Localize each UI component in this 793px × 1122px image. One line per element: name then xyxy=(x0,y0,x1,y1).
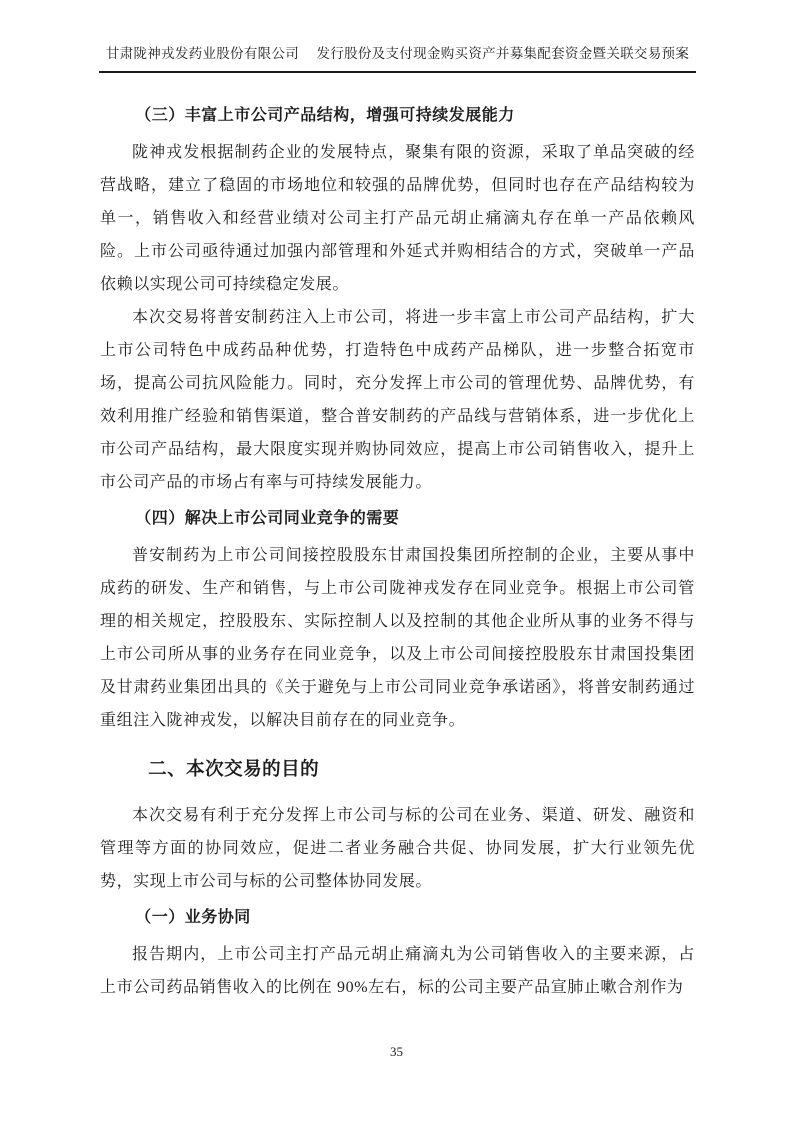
paragraph-transaction-purpose: 本次交易有利于充分发挥上市公司与标的公司在业务、渠道、研发、融资和管理等方面的协同效应，促进二者业务融合共促、协同发展，扩大行业领先优势，实现上市公司与标的公司整体协同发展。 xyxy=(100,807,695,890)
section-heading-3: （三）丰富上市公司产品结构，增强可持续发展能力 xyxy=(135,107,515,124)
document-body xyxy=(100,96,695,1004)
section-heading-1-business-synergy: （一）业务协同 xyxy=(135,909,251,926)
paragraph-report-period: 报告期内，上市公司主打产品元胡止痛滴丸为公司销售收入的主要来源，占上市公司药品销售收入的比例在 90%左右，标的公司主要产品宣肺止嗽合剂作为 xyxy=(100,946,695,996)
paragraph-transaction-injection: 本次交易将普安制药注入上市公司，将进一步丰富上市公司产品结构，扩大上市公司特色中成药品种优势，打造特色中成药产品梯队，进一步整合拓宽市场，提高公司抗风险能力。同时，充分发挥上市公司的管理优势、品牌优势，有效利用推广经验和销售渠道，整合普安制药的产品线与营销体系，进一步优化上市公司产品结构，最大限度实现并购协同效应，提高上市公司销售收入，提升上市公司产品的市场占有率与可持续发展能力。 xyxy=(100,309,695,491)
page-header-title: 甘肃陇神戎发药业股份有限公司 发行股份及支付现金购买资产并募集配套资金暨关联交易预案 xyxy=(99,44,696,73)
chapter-heading-2: 二、本次交易的目的 xyxy=(148,758,320,779)
page-number: 35 xyxy=(390,1044,403,1059)
paragraph-product-structure: 陇神戎发根据制药企业的发展特点，聚集有限的资源，采取了单品突破的经营战略，建立了稳固的市场地位和较强的品牌优势，但同时也存在产品结构较为单一，销售收入和经营业绩对公司主打产品元胡止痛滴丸存在单一产品依赖风险。上市公司亟待通过加强内部管理和外延式并购相结合的方式，突破单一产品依赖以实现公司可持续稳定发展。 xyxy=(100,144,695,293)
paragraph-competition-resolution: 普安制药为上市公司间接控股股东甘肃国投集团所控制的企业，主要从事中成药的研发、生产和销售，与上市公司陇神戎发存在同业竞争。根据上市公司管理的相关规定，控股股东、实际控制人以及控制的其他企业所从事的业务不得与上市公司所从事的业务存在同业竞争，以及上市公司间接控股股东甘肃国投集团及甘肃药业集团出具的《关于避免与上市公司同业竞争承诺函》，将普安制药通过重组注入陇神戎发，以解决目前存在的同业竞争。 xyxy=(100,547,695,729)
section-heading-4: （四）解决上市公司同业竞争的需要 xyxy=(135,510,400,527)
